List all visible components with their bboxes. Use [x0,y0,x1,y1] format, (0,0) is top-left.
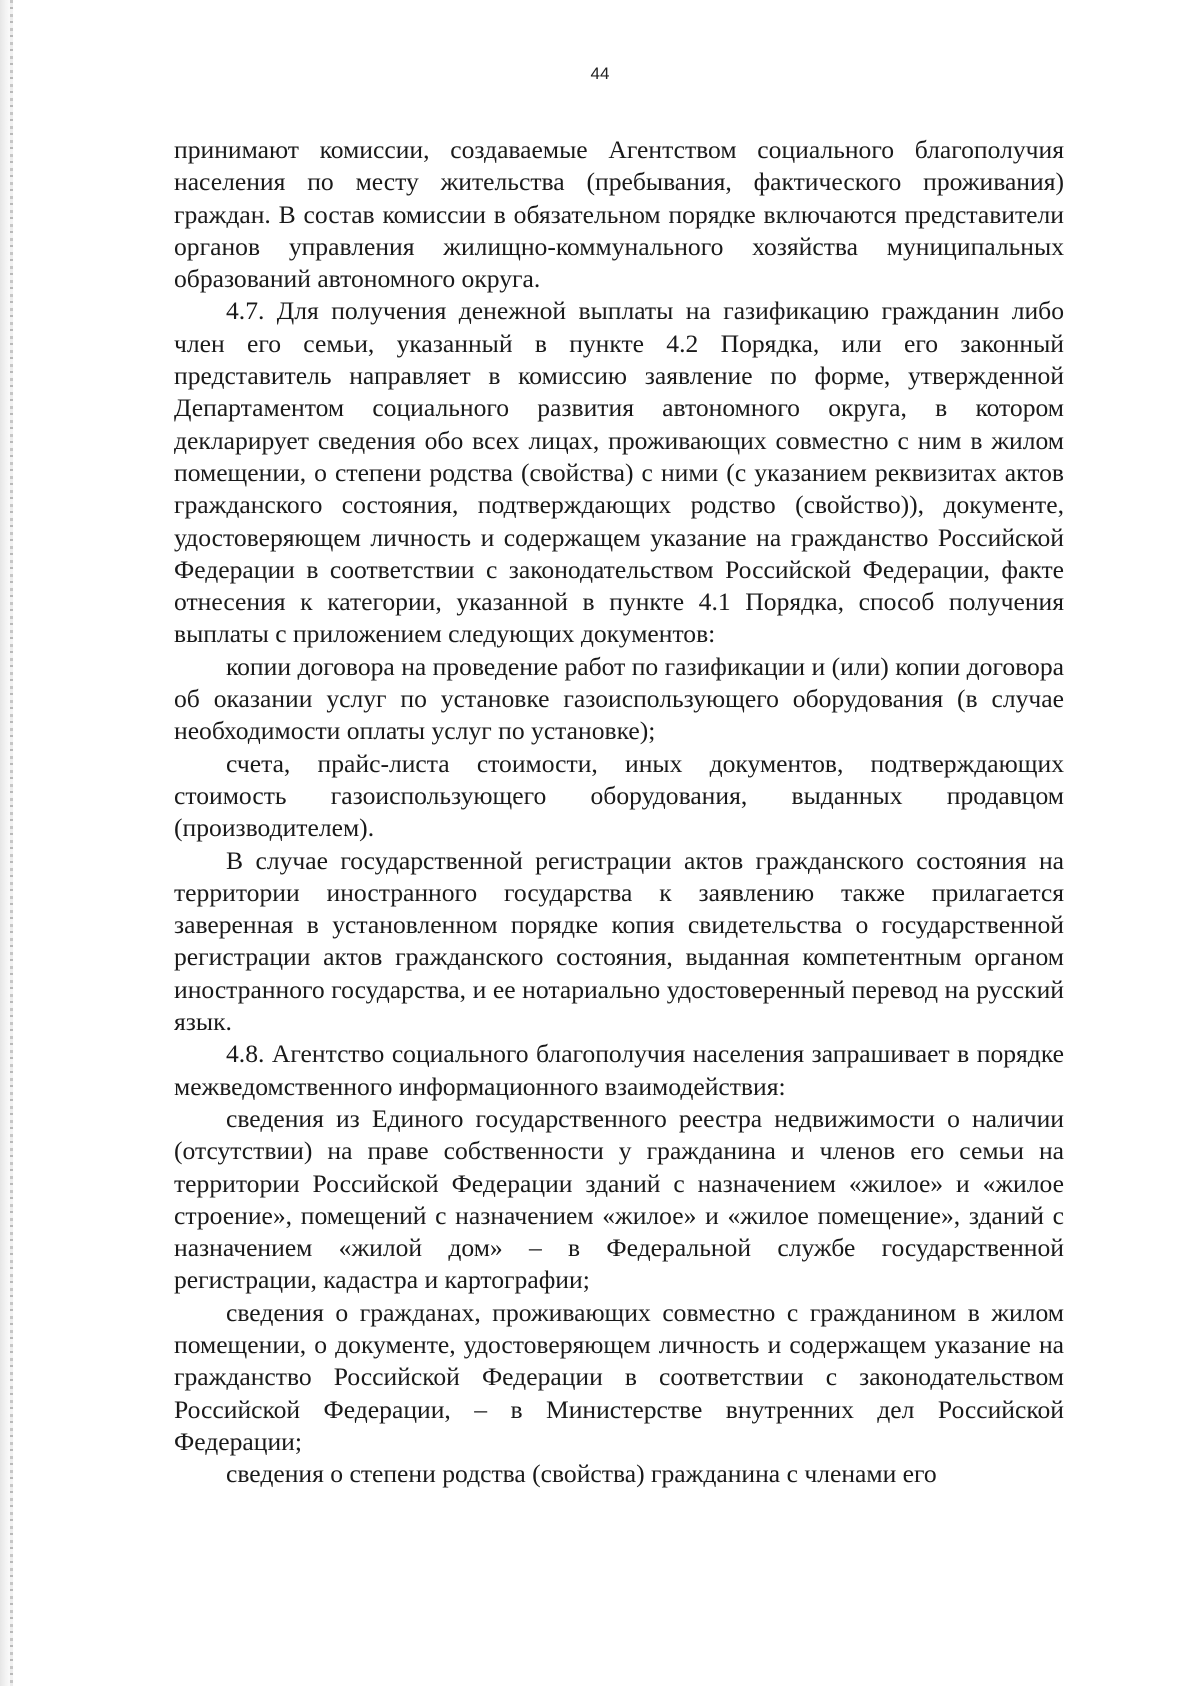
scan-edge-shading [0,0,30,1686]
paragraph-foreign-registration: В случае государственной регистрации актов гражданского состояния на территории иностранного государства к заявлению также прилагается заверенная в установленном порядке копия свидетельства о государственной регистрации актов гражданского состояния, выданная компетентным органом иностранного государства, и ее нотариально удостоверенный перевод на русский язык. [174,845,1064,1037]
paragraph-commission-continuation: принимают комиссии, создаваемые Агентством социального благополучия населения по месту жительства (пребывания, фактического проживания) граждан. В состав комиссии в обязательном порядке включаются представители органов управления жилищно-коммунального хозяйства муниципальных образований автономного округа. [174,135,1064,294]
paragraph-4-8: 4.8. Агентство социального благополучия населения запрашивает в порядке межведомственного информационного взаимодействия: [174,1039,1064,1101]
paragraph-contract-copies: копии договора на проведение работ по газификации и (или) копии договора об оказании услуг по установке газоиспользующего оборудования (в случае необходимости оплаты услуг по установке); [174,651,1064,746]
paragraph-invoices: счета, прайс-листа стоимости, иных документов, подтверждающих стоимость газоиспользующего оборудования, выданных продавцом (производителем). [174,748,1064,843]
page-number: 44 [590,64,610,83]
paragraph-cohabitants-info: сведения о гражданах, проживающих совместно с гражданином в жилом помещении, о документе, удостоверяющем личность и содержащем указание на гражданство Российской Федерации в соответствии с законодательством Российской Федерации, – в Министерстве внутренних дел Российской Федерации; [174,1297,1064,1456]
paragraph-kinship-info: сведения о степени родства (свойства) гражданина с членами его [226,1459,937,1489]
paragraph-4-7: 4.7. Для получения денежной выплаты на газификацию гражданин либо член его семьи, указанный в пункте 4.2 Порядка, или его законный представитель направляет в комиссию заявление по форме, утвержденной Департаментом социального развития автономного округа, в котором декларирует сведения обо всех лицах, проживающих совместно с ним в жилом помещении, о степени родства (свойства) с ними (с указанием реквизитах актов гражданского состояния, подтверждающих родство (свойство)), документе, удостоверяющем личность и содержащем указание на гражданство Российской Федерации в соответствии с законодательством Российской Федерации, факте отнесения к категории, указанной в пункте 4.1 Порядка, способ получения выплаты с приложением следующих документов: [174,296,1064,649]
paragraph-real-estate-registry: сведения из Единого государственного реестра недвижимости о наличии (отсутствии) на праве собственности у гражданина и членов его семьи на территории Российской Федерации зданий с назначением «жилое» и «жилое строение», помещений с назначением «жилое» и «жилое помещение», зданий с назначением «жилой дом» – в Федеральной службе государственной регистрации, кадастра и картографии; [174,1103,1064,1295]
document-body [174,134,1064,1490]
